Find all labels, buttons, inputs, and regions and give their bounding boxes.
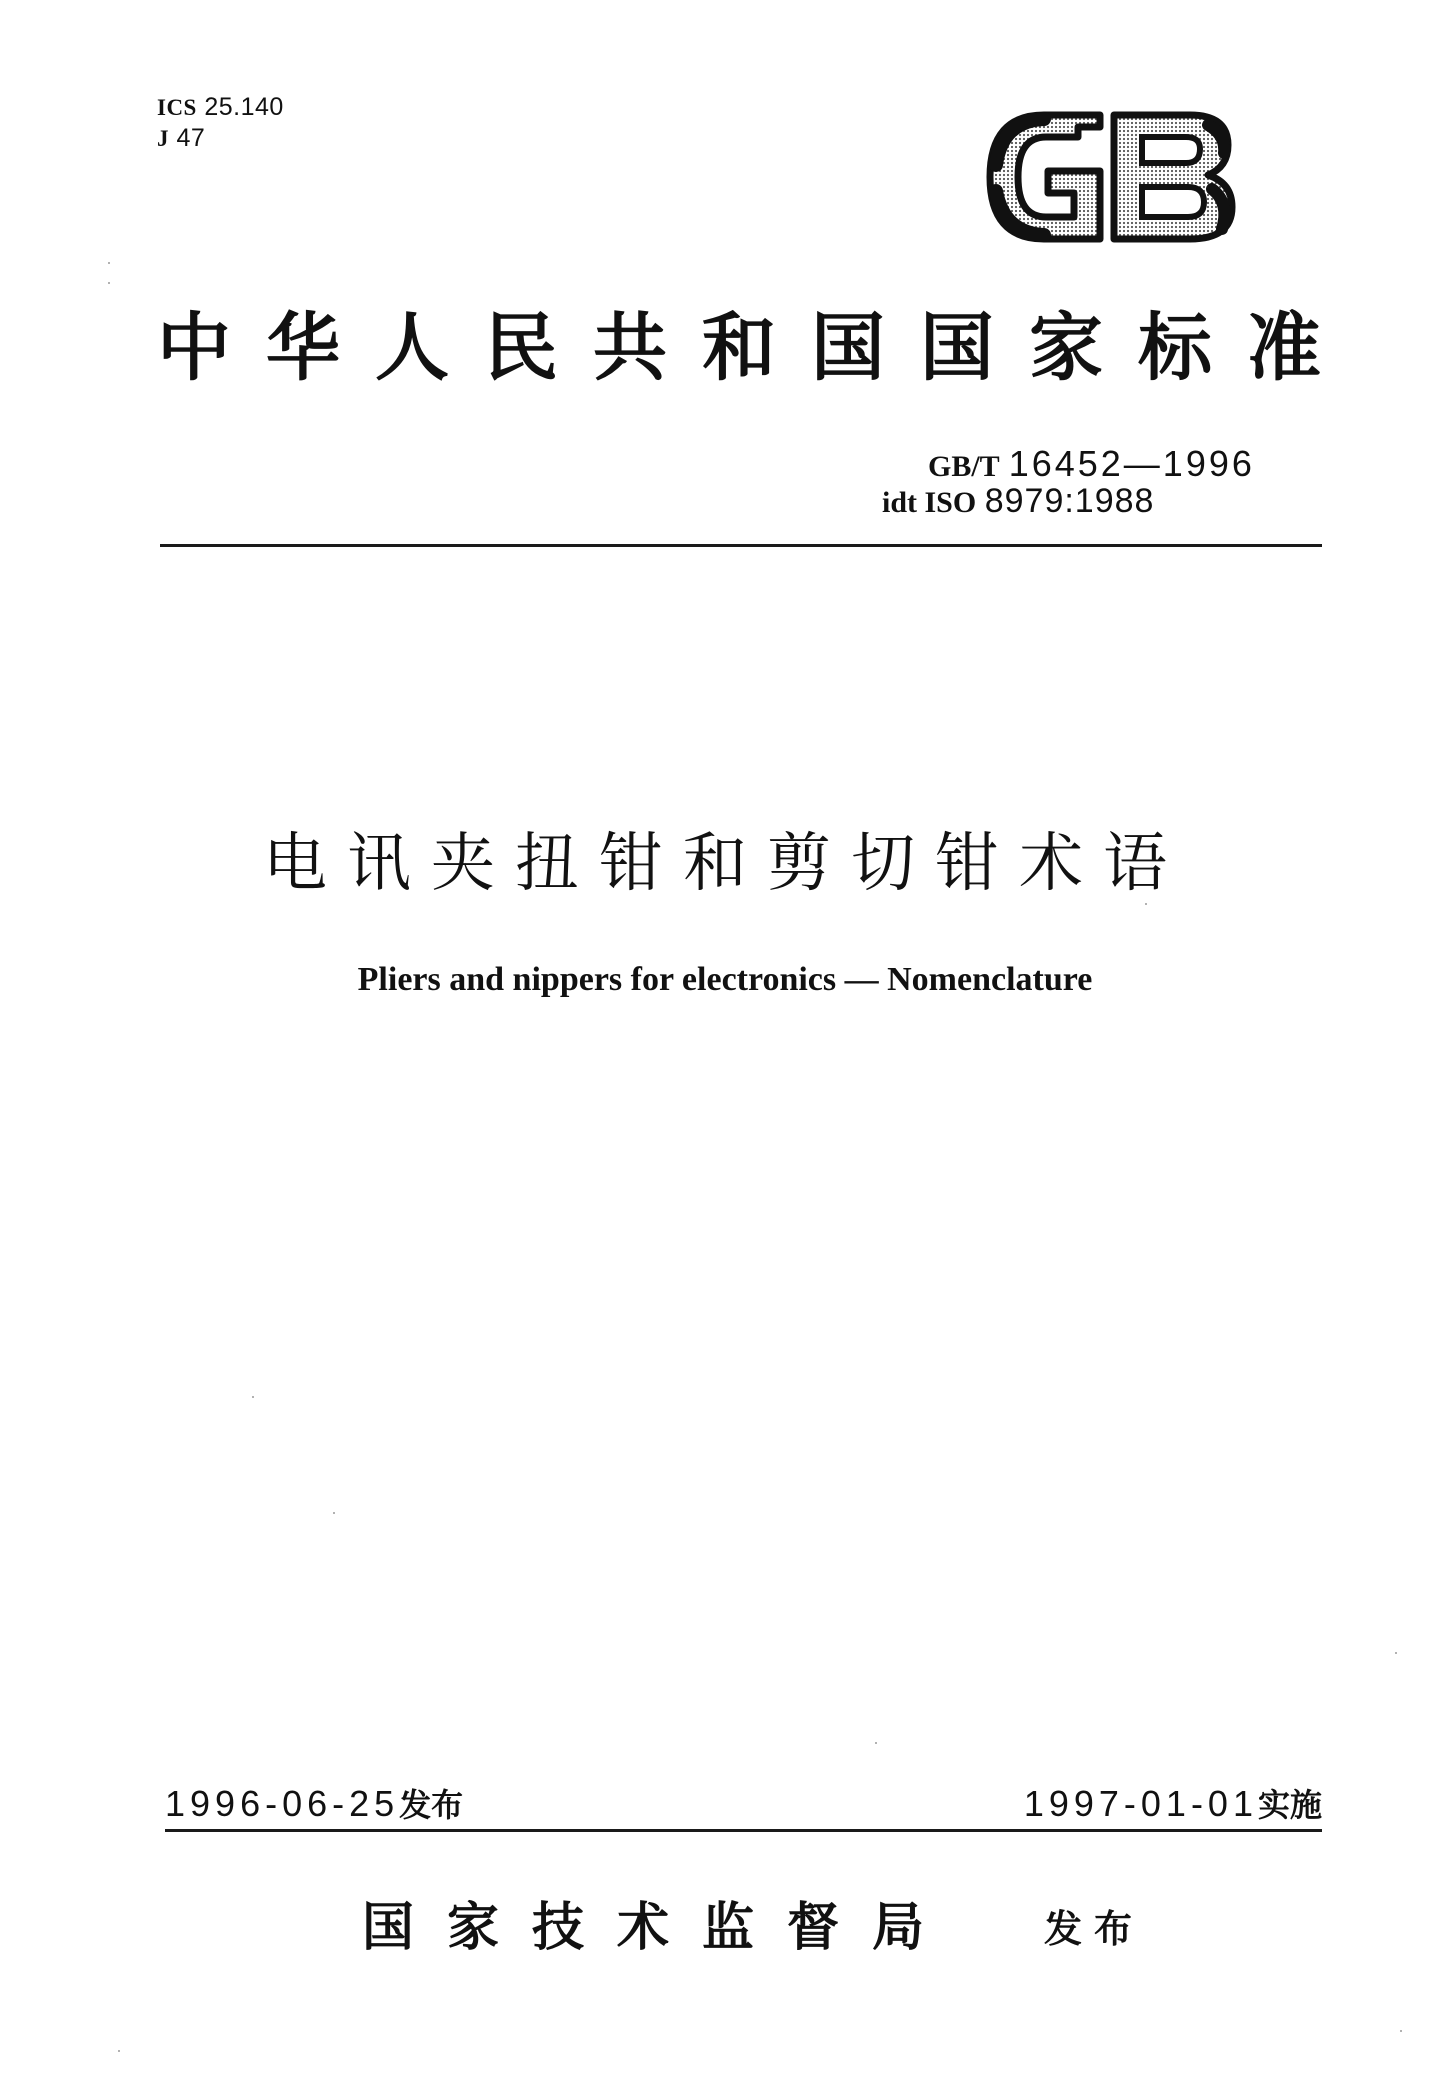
scan-speck — [108, 262, 110, 264]
implementation-date — [1024, 1782, 1322, 1827]
national-standard-title: 中华人民共和国国家标准 — [157, 305, 1356, 391]
standard-number-prefix: GB/T — [928, 450, 1000, 483]
ics-code: 25.140 — [204, 93, 284, 121]
issue-date-word: 发布 — [399, 1786, 464, 1824]
top-divider — [160, 544, 1322, 547]
ccs-line — [157, 123, 284, 154]
scan-speck — [108, 282, 110, 284]
scan-speck — [118, 2050, 120, 2052]
publisher-name: 国家技术监督局 — [362, 1897, 958, 1958]
implementation-date-word: 实施 — [1257, 1786, 1322, 1824]
ccs-code: 47 — [176, 124, 206, 152]
document-title-chinese: 电讯夹扭钳和剪切钳术语 — [263, 827, 1187, 901]
gb-logo-icon — [982, 105, 1238, 249]
iso-number: 8979:1988 — [984, 482, 1155, 520]
bottom-divider — [165, 1829, 1322, 1832]
scan-speck — [1400, 2030, 1402, 2032]
scan-speck — [252, 1396, 254, 1398]
standard-number — [928, 444, 1255, 487]
document-title-english: Pliers and nippers for electronics — Nomenclature — [357, 961, 1093, 998]
scan-speck — [1145, 903, 1147, 905]
standard-number-value: 16452—1996 — [1008, 443, 1255, 484]
issue-date — [165, 1782, 463, 1827]
iso-prefix: idt ISO — [882, 486, 977, 519]
publisher-action: 发布 — [1044, 1907, 1145, 1951]
ics-line — [157, 92, 284, 123]
scan-speck — [1395, 1652, 1397, 1654]
scan-speck — [333, 1512, 335, 1514]
iso-equivalence — [882, 482, 1154, 522]
ccs-label: J — [157, 126, 169, 151]
issue-date-value: 1996-06-25 — [165, 1783, 400, 1824]
ics-label: ICS — [157, 95, 197, 120]
scan-speck — [875, 1742, 877, 1744]
classification-codes — [157, 92, 284, 154]
implementation-date-value: 1997-01-01 — [1023, 1783, 1258, 1824]
